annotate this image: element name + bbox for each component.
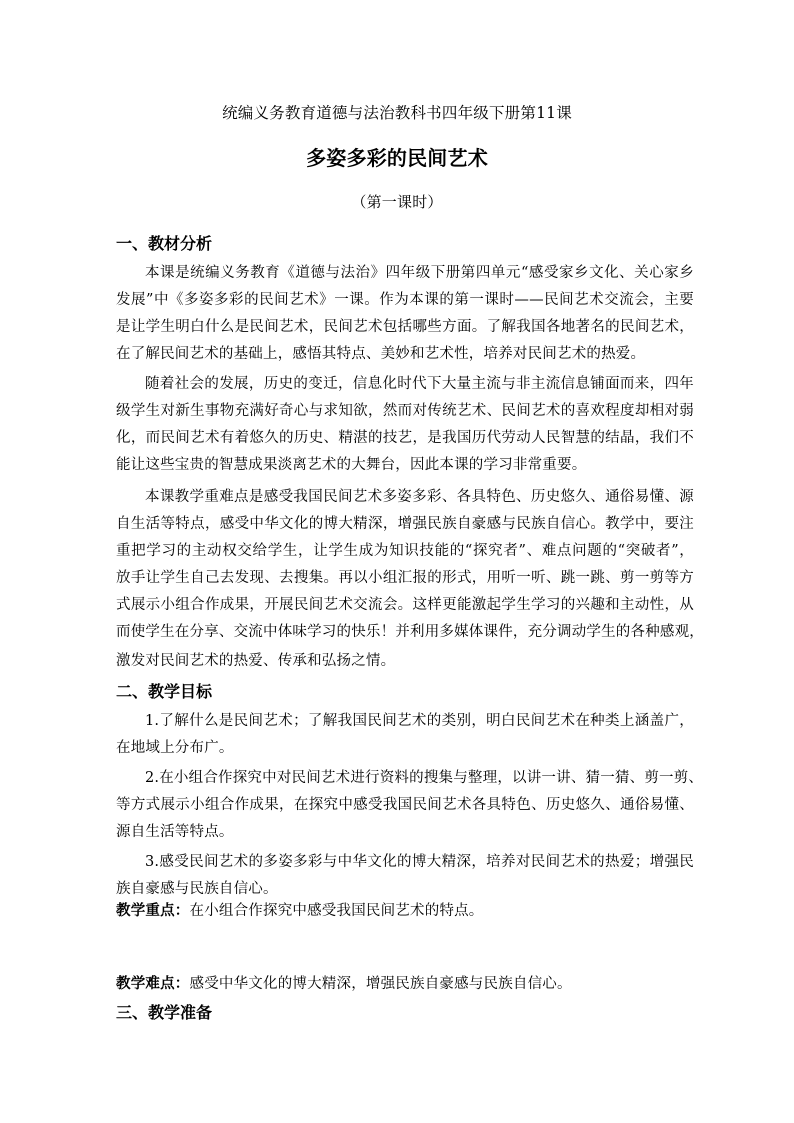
analysis-p3-line-4: 放手让学生自己去发现、去搜集。再以小组汇报的形式，用听一听、跳一跳、剪一剪等方 [116, 570, 694, 586]
goal-1-line-1: 1.了解什么是民间艺术；了解我国民间艺术的类别，明白民间艺术在种类上涵盖广， [145, 713, 694, 729]
section-heading-goals: 二、教学目标 [116, 682, 213, 701]
difficulty-point [116, 974, 694, 994]
analysis-p3-line-1: 本课教学重难点是感受我国民间艺术多姿多彩、各具特色、历史悠久、通俗易懂、源 [145, 489, 694, 505]
goal-1-line-2: 在地域上分布广。 [116, 740, 234, 756]
document-subheading: 统编义务教育道德与法治教科书四年级下册第11课 [222, 104, 572, 122]
analysis-p1-line-3: 是让学生明白什么是民间艺术，民间艺术包括哪些方面。了解我国各地著名的民间艺术， [116, 319, 694, 335]
goal-2-line-3: 源自生活等特点。 [116, 824, 234, 840]
section-heading-prep: 三、教学准备 [116, 1003, 213, 1022]
analysis-p3-line-6: 而使学生在分享、交流中体味学习的快乐！并利用多媒体课件，充分调动学生的各种感观， [116, 624, 704, 640]
analysis-p3-line-5: 式展示小组合作成果，开展民间艺术交流会。这样更能激起学生学习的兴趣和主动性，从 [116, 597, 694, 613]
goal-2-line-1: 2.在小组合作探究中对民间艺术进行资料的搜集与整理，以讲一讲、猜一猜、剪一剪、 [145, 770, 704, 786]
analysis-p1-line-4: 在了解民间艺术的基础上，感悟其特点、美妙和艺术性，培养对民间艺术的热爱。 [116, 346, 646, 362]
goal-3-line-1: 3.感受民间艺术的多姿多彩与中华文化的博大精深，培养对民间艺术的热爱；增强民 [145, 854, 694, 870]
lesson-period: （第一课时） [351, 193, 443, 211]
key-point [116, 901, 694, 921]
goal-3-line-2: 族自豪感与民族自信心。 [116, 881, 278, 897]
analysis-p2-line-1: 随着社会的发展，历史的变迁，信息化时代下大量主流与非主流信息铺面而来，四年 [145, 376, 694, 392]
key-point-label: 教学重点： [116, 903, 190, 919]
key-point-text: 在小组合作探究中感受我国民间艺术的特点。 [189, 903, 484, 919]
difficulty-point-text: 感受中华文化的博大精深，增强民族自豪感与民族自信心。 [189, 976, 572, 992]
analysis-p3-line-2: 自生活等特点，感受中华文化的博大精深，增强民族自豪感与民族自信心。教学中，要注 [116, 516, 694, 532]
document-title: 多姿多彩的民间艺术 [306, 146, 488, 170]
difficulty-point-label: 教学难点： [116, 976, 190, 992]
analysis-p3-line-3: 重把学习的主动权交给学生，让学生成为知识技能的“探究者”、难点问题的“突破者”， [116, 543, 694, 559]
analysis-p2-line-3: 化，而民间艺术有着悠久的历史、精湛的技艺，是我国历代劳动人民智慧的结晶，我们不 [116, 430, 694, 446]
goal-2-line-2: 等方式展示小组合作成果，在探究中感受我国民间艺术各具特色、历史悠久、通俗易懂、 [116, 797, 694, 813]
analysis-p3-line-7: 激发对民间艺术的热爱、传承和弘扬之情。 [116, 653, 396, 669]
analysis-p2-line-2: 级学生对新生事物充满好奇心与求知欲，然而对传统艺术、民间艺术的喜欢程度却相对弱 [116, 403, 694, 419]
section-heading-analysis: 一、教材分析 [116, 234, 213, 253]
analysis-p1-line-1: 本课是统编义务教育《道德与法治》四年级下册第四单元“感受家乡文化、关心家乡 [145, 265, 694, 281]
analysis-p1-line-2: 发展”中《多姿多彩的民间艺术》一课。作为本课的第一课时——民间艺术交流会，主要 [116, 292, 694, 308]
analysis-p2-line-4: 能让这些宝贵的智慧成果淡离艺术的大舞台，因此本课的学习非常重要。 [116, 457, 587, 473]
